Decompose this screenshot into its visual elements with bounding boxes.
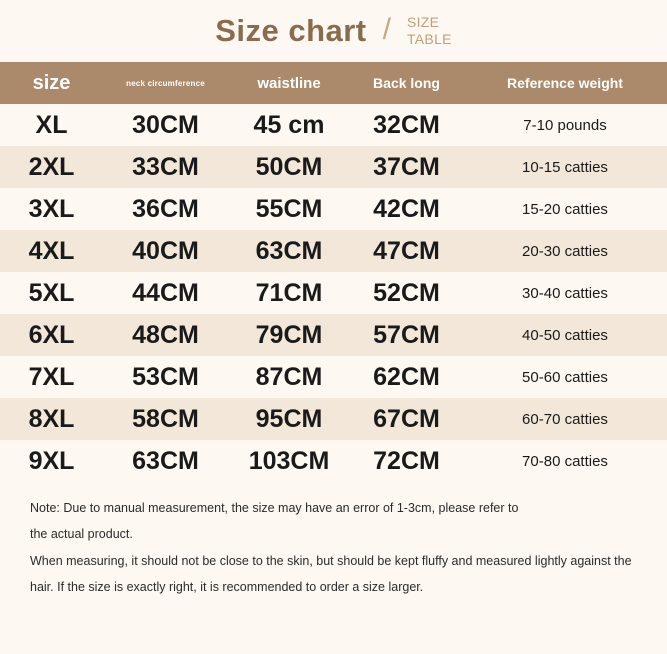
cell-neck: 63CM — [132, 446, 199, 475]
cell-waistline: 50CM — [255, 152, 323, 181]
page-subtitle-line2: TABLE — [406, 31, 452, 47]
cell-neck: 48CM — [132, 320, 199, 349]
size-table — [0, 62, 667, 482]
note-line-2: the actual product. — [30, 527, 133, 542]
cell-weight: 70-80 catties — [522, 452, 608, 470]
cell-weight: 30-40 catties — [522, 284, 608, 302]
cell-weight: 60-70 catties — [522, 410, 608, 428]
cell-backlong: 42CM — [373, 194, 440, 223]
title-divider: / — [382, 13, 391, 46]
page-subtitle-line1: SIZE — [406, 13, 440, 30]
cell-waistline: 79CM — [255, 320, 323, 349]
table-row — [0, 104, 667, 146]
cell-weight: 15-20 catties — [522, 200, 608, 218]
cell-weight: 40-50 catties — [522, 326, 608, 344]
table-row — [0, 314, 667, 356]
cell-size: 3XL — [28, 194, 75, 223]
page-header — [0, 0, 667, 62]
cell-size: 7XL — [28, 362, 75, 391]
table-row — [0, 272, 667, 314]
table-row — [0, 230, 667, 272]
column-header-weight: Reference weight — [507, 75, 623, 91]
cell-backlong: 47CM — [373, 236, 440, 265]
cell-neck: 44CM — [132, 278, 199, 307]
table-row — [0, 188, 667, 230]
cell-size: 6XL — [28, 320, 75, 349]
cell-waistline: 63CM — [255, 236, 323, 265]
note-line-4: hair. If the size is exactly right, it is recommended to order a size larger. — [30, 580, 424, 595]
cell-waistline: 71CM — [255, 278, 323, 307]
size-table-head — [0, 62, 667, 104]
table-row — [0, 356, 667, 398]
column-header-waistline: waistline — [257, 74, 321, 92]
column-header-size: size — [32, 71, 71, 94]
cell-size: 5XL — [28, 278, 75, 307]
cell-weight: 7-10 pounds — [523, 116, 607, 134]
size-table-body — [0, 104, 667, 482]
column-header-neck: neck circumference — [126, 78, 205, 88]
cell-neck: 40CM — [132, 236, 199, 265]
table-row — [0, 440, 667, 482]
cell-neck: 33CM — [132, 152, 199, 181]
cell-neck: 30CM — [132, 110, 199, 139]
cell-weight: 50-60 catties — [522, 368, 608, 386]
cell-size: XL — [35, 110, 68, 139]
cell-neck: 58CM — [132, 404, 199, 433]
table-row — [0, 146, 667, 188]
column-header-backlong: Back long — [373, 75, 440, 91]
cell-backlong: 32CM — [373, 110, 440, 139]
cell-backlong: 62CM — [373, 362, 440, 391]
page-subtitle — [407, 14, 452, 49]
cell-size: 9XL — [28, 446, 75, 475]
cell-neck: 53CM — [132, 362, 199, 391]
note-line-3: When measuring, it should not be close to the skin, but should be kept fluffy and measured lightly against the — [30, 553, 632, 568]
cell-backlong: 52CM — [373, 278, 440, 307]
cell-waistline: 87CM — [255, 362, 323, 391]
cell-backlong: 57CM — [373, 320, 440, 349]
cell-size: 8XL — [28, 404, 75, 433]
cell-backlong: 67CM — [373, 404, 440, 433]
cell-waistline: 103CM — [248, 446, 330, 475]
cell-size: 2XL — [28, 152, 75, 181]
cell-weight: 20-30 catties — [522, 242, 608, 260]
page-title: Size chart — [215, 13, 367, 48]
cell-neck: 36CM — [132, 194, 199, 223]
table-row — [0, 398, 667, 440]
note-line-1: Note: Due to manual measurement, the size may have an error of 1-3cm, please refer to — [30, 501, 519, 515]
cell-backlong: 72CM — [373, 446, 440, 475]
notes-section — [0, 482, 667, 600]
table-header-row — [0, 62, 667, 104]
cell-waistline: 95CM — [255, 404, 323, 433]
cell-waistline: 45 cm — [253, 110, 325, 139]
cell-weight: 10-15 catties — [522, 158, 608, 176]
cell-waistline: 55CM — [255, 194, 323, 223]
cell-backlong: 37CM — [373, 152, 440, 181]
cell-size: 4XL — [28, 236, 75, 265]
